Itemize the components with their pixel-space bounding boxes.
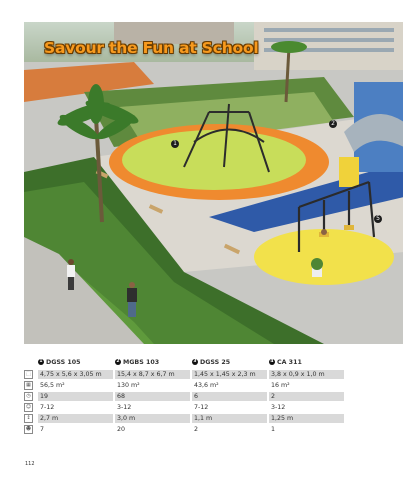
spec-cell: 4,75 x 5,6 x 3,05 m — [38, 370, 113, 379]
specification-table — [24, 355, 344, 436]
spec-cell: 1,1 m — [192, 414, 267, 423]
spec-cell: 15,4 x 8,7 x 6,7 m — [115, 370, 190, 379]
age-icon: ☺ — [25, 404, 32, 410]
spec-row-area — [24, 381, 344, 390]
spec-cell: 16 m² — [269, 381, 344, 390]
fall-height-icon: ↕ — [24, 414, 33, 423]
spec-cell: 1 — [269, 425, 344, 434]
spec-cell: 19 — [38, 392, 113, 401]
product-code: MGBS 103 — [123, 358, 160, 366]
spec-header-row — [24, 357, 344, 368]
page-number: 112 — [25, 461, 35, 467]
spec-row-fall-height — [24, 414, 344, 423]
number-badge-icon: 3 — [193, 358, 197, 364]
spec-cell: 68 — [115, 392, 190, 401]
users-icon: ☻ — [25, 426, 32, 432]
spec-cell: 3-12 — [269, 403, 344, 412]
number-badge-icon: 4 — [270, 358, 274, 364]
column-header-2 — [115, 357, 190, 368]
area-icon: ▦ — [24, 381, 33, 390]
spec-row-users — [24, 425, 344, 434]
time-icon: ◷ — [24, 392, 33, 401]
spec-cell: 56,5 m² — [38, 381, 113, 390]
spec-cell: 3-12 — [115, 403, 190, 412]
column-header-3 — [192, 357, 267, 368]
schoolyard-illustration — [24, 22, 403, 344]
spec-cell: 43,6 m² — [192, 381, 267, 390]
spec-row-age — [24, 403, 344, 412]
marker-1: 1 — [171, 140, 179, 148]
spec-cell: 7-12 — [192, 403, 267, 412]
marker-5: 5 — [374, 215, 382, 223]
spec-cell: 6 — [192, 392, 267, 401]
hero-image — [24, 22, 403, 344]
product-code: CA 311 — [277, 358, 302, 366]
spec-cell: 130 m² — [115, 381, 190, 390]
column-header-1 — [38, 357, 113, 368]
product-code: DGSS 25 — [200, 358, 231, 366]
spec-row-dimensions — [24, 370, 344, 379]
spec-cell: 1,45 x 1,45 x 2,3 m — [192, 370, 267, 379]
product-code: DGSS 105 — [46, 358, 81, 366]
spec-cell: 3,0 m — [115, 414, 190, 423]
spec-cell: 2,7 m — [38, 414, 113, 423]
dimensions-icon: ⬚ — [24, 370, 33, 379]
marker-2: 2 — [329, 120, 337, 128]
number-badge-icon: 1 — [39, 358, 43, 364]
spec-cell: 1,25 m — [269, 414, 344, 423]
spec-row-time — [24, 392, 344, 401]
number-badge-icon: 2 — [116, 358, 120, 364]
spec-cell: 7 — [38, 425, 113, 434]
spec-cell: 3,8 x 0,9 x 1,0 m — [269, 370, 344, 379]
spec-cell: 7-12 — [38, 403, 113, 412]
spec-cell: 20 — [115, 425, 190, 434]
hero-title: Savour the Fun at School — [44, 39, 259, 57]
spec-cell: 2 — [269, 392, 344, 401]
spec-cell: 2 — [192, 425, 267, 434]
column-header-4 — [269, 357, 344, 368]
